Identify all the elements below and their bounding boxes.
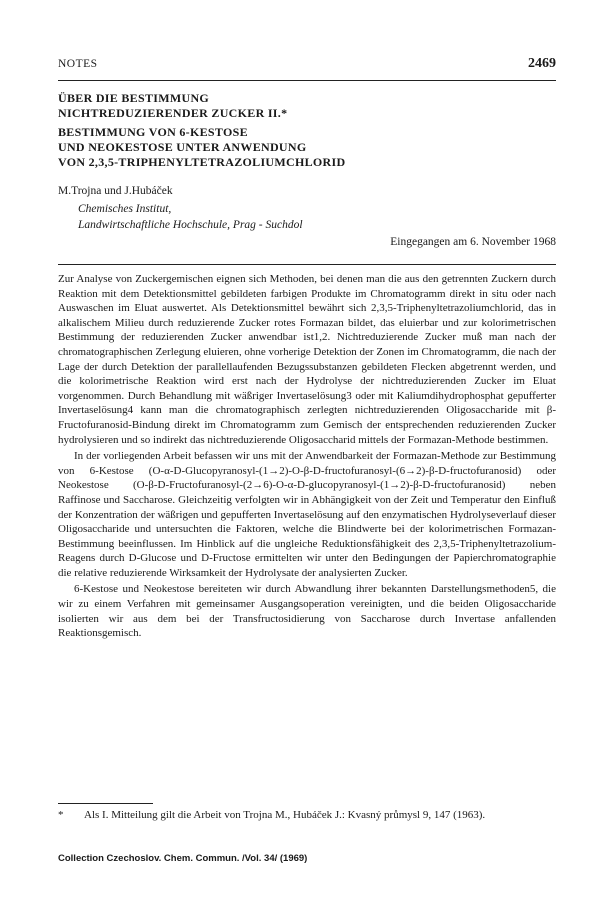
footnote-marker: *	[58, 809, 64, 821]
footnote-text: Als I. Mitteilung gilt die Arbeit von Trojna M., Hubáček J.: Kvasný průmysl 9, 147 (1963).	[84, 809, 486, 821]
paragraph-2: In der vorliegenden Arbeit befassen wir uns mit der Anwendbarkeit der Formazan-Methode zur Bestimmung von 6-Kestose (O-α-D-Glucopyranosyl-(1→2)-O-β-D-fructofuranosyl-(6→2)-β-D-fructofuranosid) oder Neokestose (O-β-D-Fructofuranosyl-(2→6)-O-α-D-glucopyranosyl-(1→2)-β-D-fructofuranosid) neben Raffinose und Saccharose. Gleichzeitig verfolgten wir in Abhängigkeit von der Zeit und Temperatur den Einfluß der Konzentration der wäßrigen und gepufferten Invertaselösung auf den enzymatischen Hydrolyseverlauf dieser Oligosaccharide und untersuchten die Faktoren, welche die Blindwerte bei der kolorimetrischen Formazan-Bestimmung beeinflussen. Im Hinblick auf die ungleiche Reduktionsfähigkeit des 2,3,5-Triphenyltetrazolium-Reagens durch D-Glucose und D-Fructose ermittelten wir unter den Bedingungen der Papierchromatographie die relative reduzierende Wirksamkeit der Hydrolysate der analysierten Zucker.	[58, 450, 556, 579]
article-body	[58, 272, 556, 643]
authors: M.Trojna und J.Hubáček	[58, 185, 173, 197]
page-number: 2469	[528, 56, 556, 71]
affiliation-line-2: Landwirtschaftliche Hochschule, Prag - Suchdol	[78, 219, 303, 231]
footnote	[58, 808, 556, 823]
subtitle-line-1: BESTIMMUNG VON 6-KESTOSE	[58, 125, 248, 139]
abstract-rule	[58, 264, 556, 265]
article-subtitle	[58, 125, 558, 170]
footnote-rule	[58, 803, 153, 804]
running-head	[58, 58, 556, 76]
affiliation-line-1: Chemisches Institut,	[78, 203, 172, 215]
title-line-2: NICHTREDUZIERENDER ZUCKER II.*	[58, 106, 288, 120]
article-title	[58, 91, 558, 121]
paragraph-3: 6-Kestose und Neokestose bereiteten wir durch Abwandlung ihrer bekannten Darstellungsmethoden5, die wir zu einem Verfahren mit gemeinsamer Ausgangsoperation vereinigten, und die beiden Oligosaccharide isolierten wir aus dem bei der Transfructosidierung von Saccharose durch Invertase anfallenden Reaktionsgemisch.	[58, 583, 556, 640]
received-date: Eingegangen am 6. November 1968	[390, 236, 556, 248]
header-rule	[58, 80, 556, 81]
section-label: NOTES	[58, 58, 98, 70]
subtitle-line-2: UND NEOKESTOSE UNTER ANWENDUNG	[58, 140, 307, 154]
paragraph-1: Zur Analyse von Zuckergemischen eignen sich Methoden, bei denen man die aus den getrennten Zuckern durch Reaktion mit dem Detektionsmittel gebildeten farbigen Produkte im Chromatogramm direkt in situ oder nach Auswaschen im Eluat auswertet. Als Detektionsmittel bewährt sich 2,3,5-Triphenyltetrazoliumchlorid, das in alkalischem Milieu durch reduzierende Zucker rotes Formazan bildet, das eluierbar und zur kolorimetrischen Bestimmung der reduzierenden Zucker anwendbar ist1,2. Nichtreduzierende Zucker muß man nach der chromatographischen Zerlegung eluieren, ohne vorherige Detektion der Zonen im Chromatogramm, die nach der Lage der durch Detektion der parallellaufenden Bezugssubstanzen gebildeten Flecken abgetrennt werden, und die kolorimetrische Reaktion wird erst nach der Hydrolyse der nichtreduzierenden Zucker im Eluat vorgenommen. Durch Behandlung mit wäßriger Invertaselösung3 oder mit Kaliumdihydrophosphat gepufferter Invertaselösung4 kann man die chromatographisch zerlegten nichtreduzierenden Oligosaccharide mit β-Fructofuranosid-Bindung direkt im Chromatogramm zum Gemisch der entsprechenden reduzierenden Zucker hydrolysieren und so indirekt das nichtreduzierende Oligosaccharid mittels der Formazan-Methode bestimmen.	[58, 273, 556, 446]
journal-citation: Collection Czechoslov. Chem. Commun. /Vol. 34/ (1969)	[58, 853, 308, 864]
affiliation	[78, 201, 303, 233]
title-line-1: ÜBER DIE BESTIMMUNG	[58, 91, 210, 105]
subtitle-line-3: VON 2,3,5-TRIPHENYLTETRAZOLIUMCHLORID	[58, 155, 346, 169]
